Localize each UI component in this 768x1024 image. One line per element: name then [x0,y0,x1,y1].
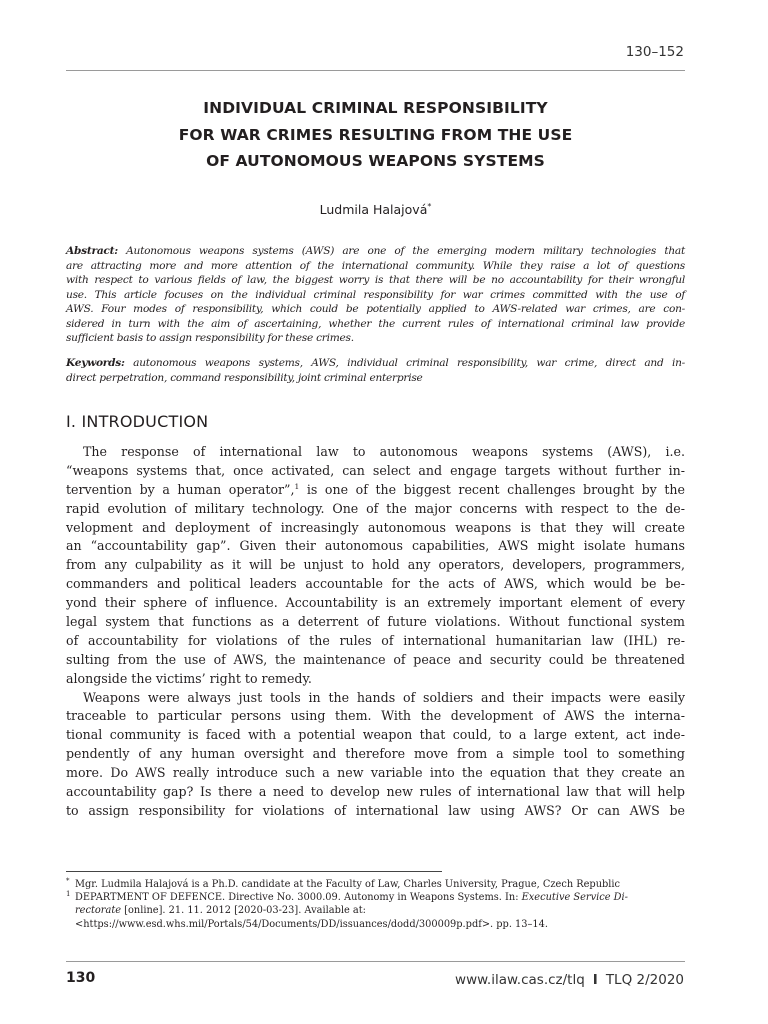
paragraph-line: “weapons systems that, once activated, can select and engage targets without further in- [66,462,685,478]
abstract-line: are attracting more and more attention of the international community. While they raise a lot of questions [66,259,685,272]
paragraph-line: traceable to particular persons using them. With the development of AWS the interna- [66,708,685,724]
paragraph-line: to assign responsibility for violations of international law using AWS? Or can AWS be [66,802,685,818]
journal-issue: TLQ 2/2020 [605,972,684,988]
footer-separator: I [592,972,598,988]
footnotes [66,878,685,931]
paragraph-line: sulting from the use of AWS, the maintenance of peace and security could be threatened [66,651,685,667]
title-line: INDIVIDUAL CRIMINAL RESPONSIBILITY [203,99,548,117]
page-number: 130 [66,970,96,986]
title-line: OF AUTONOMOUS WEAPONS SYSTEMS [206,152,545,170]
footnote-mark: * [66,877,70,885]
abstract-line: use. This article focuses on the individual criminal responsibility for war crimes committed with the use of [66,288,685,301]
section-heading: I. INTRODUCTION [66,412,209,431]
footnote-1: 1 DEPARTMENT OF DEFENCE. Directive No. 3000.09. Autonomy in Weapons Systems. In: Executive Service Di- [66,890,628,904]
footer-divider [66,961,685,962]
paragraph-line: rapid evolution of military technology. One of the major concerns with respect to the de- [66,500,685,516]
footnote-author: * Mgr. Ludmila Halajová is a Ph.D. candidate at the Faculty of Law, Charles University, Prague, Czech Republic [66,877,621,890]
keywords-label: Keywords: [66,357,125,369]
keywords [66,356,685,385]
paragraph-line: more. Do AWS really introduce such a new variable into the equation that they create an [66,765,685,781]
paragraph-line: alongside the victims’ right to remedy. [66,670,312,686]
author [66,202,685,217]
paragraph-line: tional community is faced with a potential weapon that could, to a large extent, act inde- [66,727,685,743]
paragraph-line: accountability gap? Is there a need to develop new rules of international law that will help [66,784,685,800]
author-footnote-mark: * [427,202,432,211]
abstract-label: Abstract: [66,245,118,257]
header-divider [66,70,685,71]
abstract [66,244,685,346]
abstract-line: sidered in turn with the aim of ascertaining, whether the current rules of international criminal law provide [66,317,685,330]
footnote-divider [66,871,442,872]
body-text [66,443,685,821]
keywords-line: direct perpetration, command responsibility, joint criminal enterprise [66,371,423,384]
article-title [66,95,685,175]
paragraph-line: of accountability for violations of the rules of international humanitarian law (IHL) re- [66,632,685,648]
paragraph-line: commanders and political leaders accountable for the acts of AWS, which would be be- [66,576,685,592]
paragraph-line: The response of international law to autonomous weapons systems (AWS), i.e. [83,444,685,459]
author-name: Ludmila Halajová [319,202,428,218]
title-line: FOR WAR CRIMES RESULTING FROM THE USE [178,125,573,144]
footer-citation [455,972,684,988]
footnote-mark: 1 [66,890,71,899]
paragraph-line: legal system that functions as a deterrent of future violations. Without functional system [66,614,685,630]
paragraph-line: pendently of any human oversight and therefore move from a simple tool to something [66,746,685,762]
paragraph-line: velopment and deployment of increasingly autonomous weapons is that they will create [66,519,685,535]
abstract-line: Abstract: Autonomous weapons systems (AWS) are one of the emerging modern military technologies that [66,245,685,257]
abstract-line: with respect to various fields of law, the biggest worry is that there will be no accountability for their wrongful [66,274,685,286]
journal-website: www.ilaw.cas.cz/tlq [455,972,585,988]
paragraph-line: yond their sphere of influence. Accountability is an extremely important element of every [66,595,685,611]
page-range: 130–152 [625,44,684,60]
footnote-ref: 1 [294,481,300,491]
paragraph-line: an “accountability gap”. Given their autonomous capabilities, AWS might isolate humans [66,538,685,554]
abstract-line: sufficient basis to assign responsibility for these crimes. [66,332,354,344]
paragraph-line: from any culpability as it will be unjust to hold any operators, developers, programmers, [66,557,685,573]
footnote-1-continued: rectorate [online]. 21. 11. 2012 [2020-03-23]. Available at: [75,905,366,917]
paragraph-line: Weapons were always just tools in the hands of soldiers and their impacts were easily [83,689,685,705]
paragraph-line: tervention by a human operator”,$^1$ is one of the biggest recent challenges brought by the [66,481,685,497]
keywords-line: Keywords: autonomous weapons systems, AWS, individual criminal responsibility, war crime, direct and in- [66,357,685,369]
abstract-line: AWS. Four modes of responsibility, which could be potentially applied to AWS-related war crimes, are con- [66,303,685,315]
footnote-1-url: <https://www.esd.whs.mil/Portals/54/Documents/DD/issuances/dodd/300009p.pdf>. pp. 13–14. [75,918,548,930]
